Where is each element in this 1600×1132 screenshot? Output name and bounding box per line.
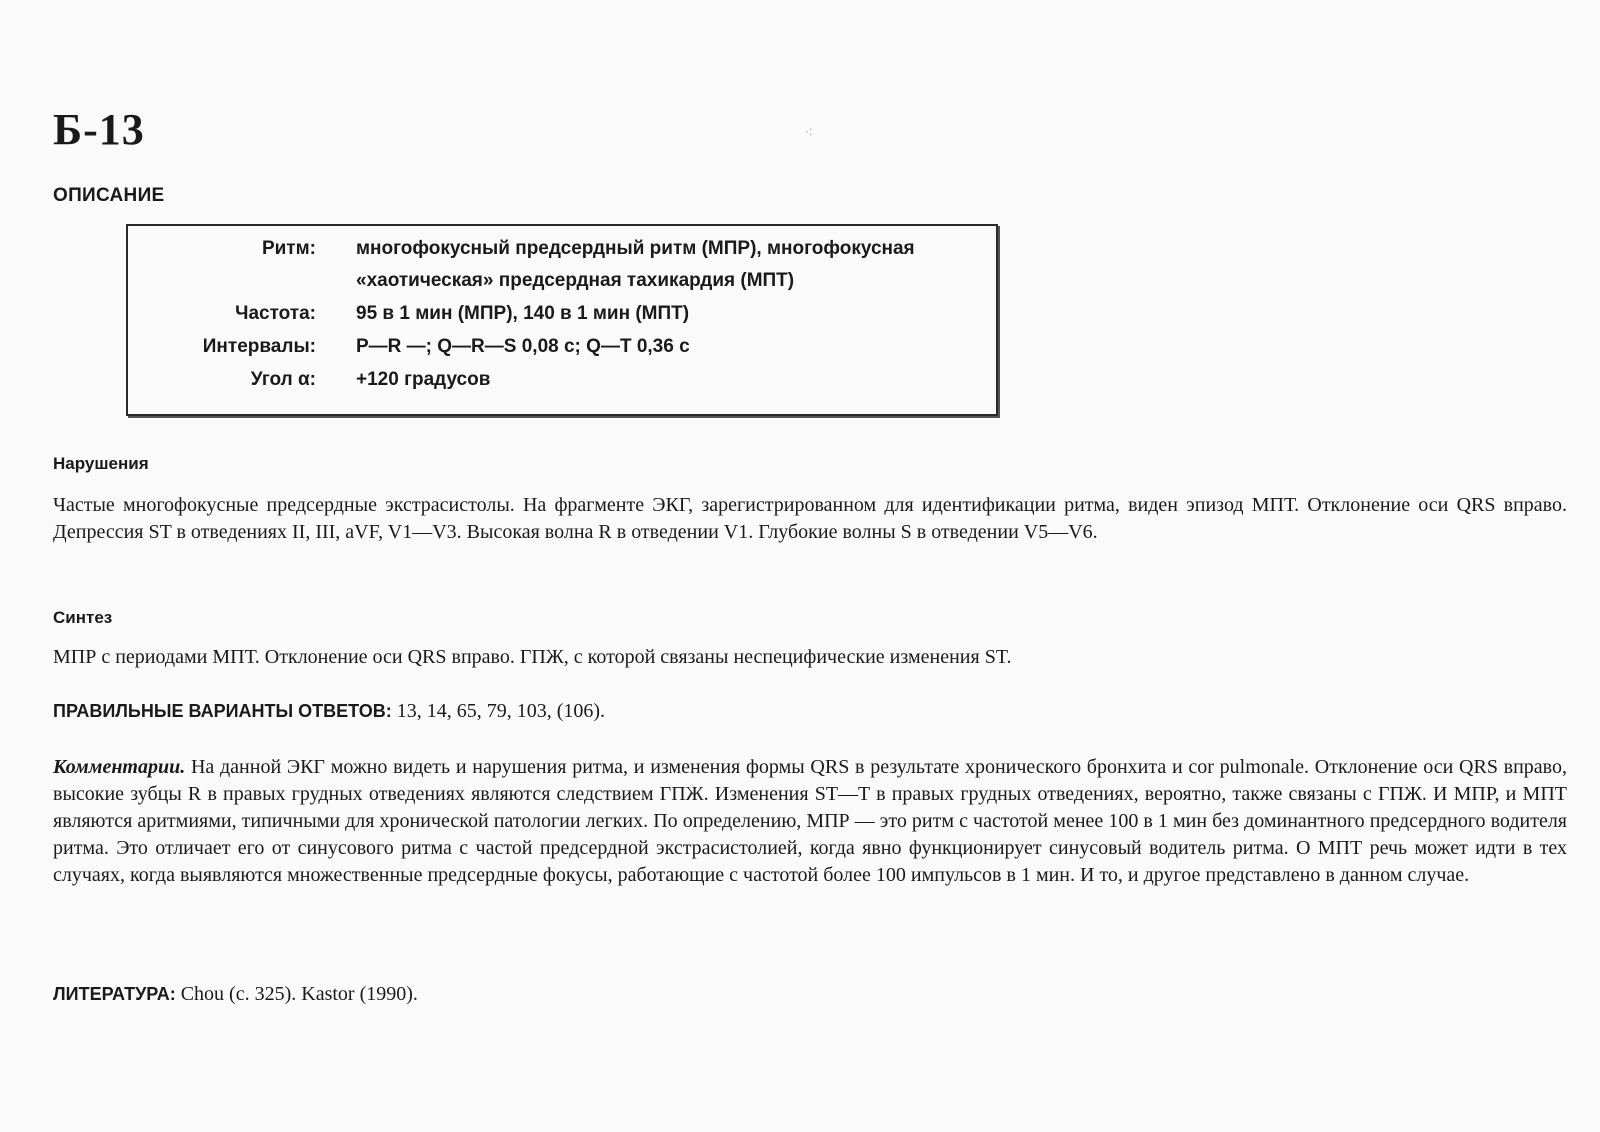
rhythm-value: многофокусный предсердный ритм (МПР), многофокусная [356, 238, 915, 259]
answers-value: 13, 14, 65, 79, 103, (106). [396, 700, 606, 722]
literature-label: ЛИТЕРАТУРА: [53, 984, 176, 1004]
axis-value: +120 градусов [356, 369, 491, 390]
literature-line [53, 983, 418, 1006]
violations-heading: Нарушения [53, 454, 149, 473]
comments-text: На данной ЭКГ можно видеть и нарушения ритма, и изменения формы QRS в результате хронического бронхита и cor pulmonale. Отклонение оси QRS вправо, высокие зубцы R в правых грудных отведениях являются следствием ГПЖ. Изменения ST—T в правых грудных отведениях, вероятно, также связаны с ГПЖ. И МПР, и МПТ являются аритмиями, типичными для хронической патологии легких. По определению, МПР — это ритм с частотой менее 100 в 1 мин без доминантного предсердного водителя ритма. Это отличает его от синусового ритма с частой предсердной экстрасистолией, когда явно функционирует синусовый водитель ритма. О МПТ речь может идти в тех случаях, когда выявляются множественные предсердные фокусы, работающие с частотой более 100 импульсов в 1 мин. И то, и другое представлено в данном случае. [53, 756, 1567, 886]
comments-label: Комментарии. [53, 756, 186, 778]
axis-label: Угол α: [250, 369, 316, 390]
page-title: Б-13 [53, 105, 145, 154]
description-heading: ОПИСАНИЕ [53, 185, 165, 206]
rhythm-cont-value: «хаотическая» предсердная тахикардия (МПТ) [356, 270, 795, 291]
synthesis-heading: Синтез [53, 608, 113, 627]
intervals-value: P—R —; Q—R—S 0,08 с; Q—T 0,36 с [356, 336, 690, 357]
synthesis-text: МПР с периодами МПТ. Отклонение оси QRS вправо. ГПЖ, с которой связаны неспецифические изменения ST. [53, 646, 1012, 668]
rate-value: 95 в 1 мин (МПР), 140 в 1 мин (МПТ) [356, 303, 690, 324]
literature-value: Chou (с. 325). Kastor (1990). [180, 983, 418, 1005]
answers-label: ПРАВИЛЬНЫЕ ВАРИАНТЫ ОТВЕТОВ: [53, 701, 392, 721]
description-box [126, 224, 998, 416]
violations-text: Частые многофокусные предсердные экстрасистолы. На фрагменте ЭКГ, зарегистрированном для идентификации ритма, виден эпизод МПТ. Отклонение оси QRS вправо. Депрессия ST в отведениях II, III, aVF, V1—V3. Высокая волна R в отведении V1. Глубокие волны S в отведении V5—V6. [53, 494, 1567, 543]
comments-paragraph [53, 754, 1567, 889]
scan-speck: ·: [805, 124, 813, 138]
answers-line [53, 700, 605, 723]
rhythm-label: Ритм: [261, 238, 316, 259]
intervals-label: Интервалы: [202, 336, 316, 357]
rate-label: Частота: [235, 303, 316, 324]
